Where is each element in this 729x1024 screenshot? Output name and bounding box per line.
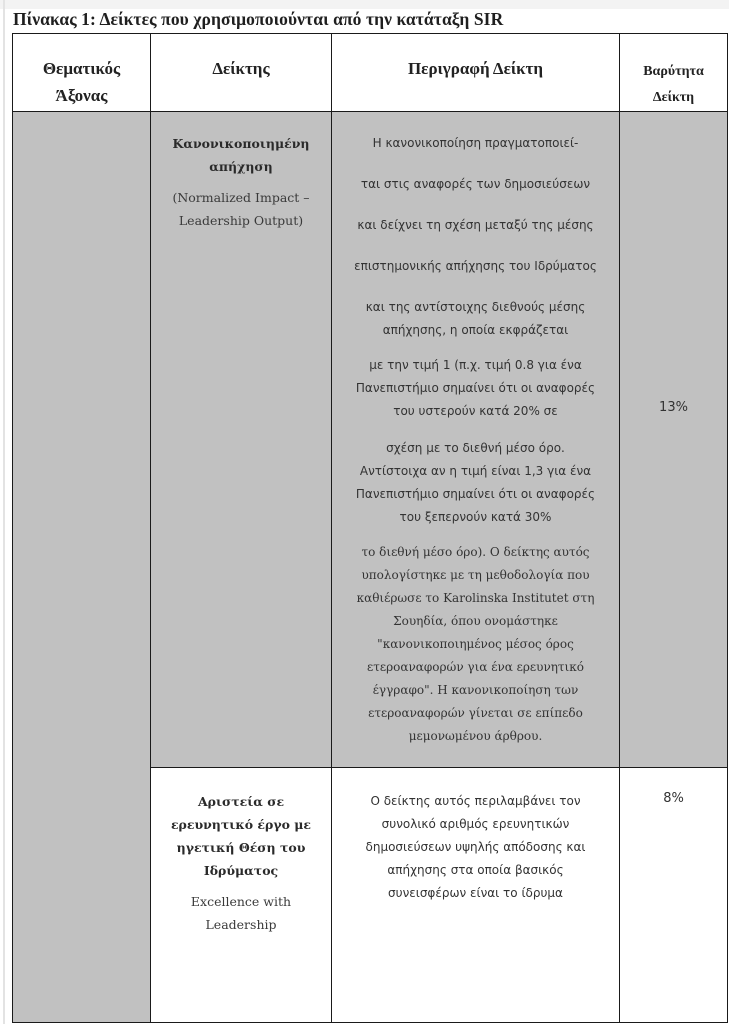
indicator-english-line: Leadership	[205, 917, 277, 932]
description-line: συνολικό αριθμός ερευνητικών	[381, 817, 570, 831]
weight-cell	[620, 112, 728, 768]
indicator-cell	[151, 768, 332, 1023]
description-cell	[332, 768, 620, 1023]
description-line: με την τιμή 1 (π.χ. τιμή 0.8 για ένα	[369, 358, 582, 372]
table-caption: Πίνακας 1: Δείκτες που χρησιμοποιούνται από την κατάταξη SIR	[13, 9, 504, 29]
header-description	[332, 34, 620, 112]
header-row	[13, 34, 728, 112]
header-indicator	[151, 34, 332, 112]
header-axis	[13, 34, 151, 112]
header-weight-line1: Βαρύτητα	[643, 64, 704, 79]
weight-value: 13%	[659, 399, 688, 415]
description-line: σχέση με το διεθνή μέσο όρο.	[386, 441, 565, 455]
description-line: του υστερούν κατά 20% σε	[393, 404, 558, 418]
description-line: Η κανονικοποίηση πραγματοποιεί-	[372, 136, 579, 150]
indicator-name-line: Κανονικοποιημένη	[172, 136, 310, 151]
description-line: ετεροαναφορών για ένα ερευνητικό	[367, 660, 584, 674]
indicator-name-line: ηγετική Θέση του	[176, 840, 306, 855]
description-line: ται στις αναφορές των δημοσιεύσεων	[360, 177, 591, 191]
indicator-english-name	[151, 890, 331, 936]
table-row	[13, 112, 728, 768]
description-line: απήχησης στα οποία βασικός	[387, 863, 564, 877]
page-top-band	[0, 0, 729, 9]
page-edge	[3, 0, 5, 1024]
description-line: και της αντίστοιχης διεθνούς μέσης	[365, 300, 586, 314]
description-line: υπολογίστηκε με τη μεθοδολογία που	[361, 568, 590, 582]
header-description-label: Περιγραφή Δείκτη	[407, 59, 544, 78]
indicator-name-line: Αριστεία σε	[197, 794, 285, 809]
weight-cell	[620, 768, 728, 1023]
indicator-english-line: (Normalized Impact –	[172, 190, 310, 205]
indicator-name-line: ερευνητικό έργο με	[170, 817, 312, 832]
indicator-cell	[151, 112, 332, 768]
description-cell	[332, 112, 620, 768]
header-weight-label	[620, 34, 727, 111]
description-line: καθιέρωσε το Karolinska Institutet στη	[356, 591, 595, 605]
description-line: Πανεπιστήμιο σημαίνει ότι οι αναφορές	[355, 381, 596, 395]
indicator-name-line: απήχηση	[209, 159, 273, 174]
description-line: ετεροαναφορών γίνεται σε επίπεδο	[368, 706, 583, 720]
description-line: το διεθνή μέσο όρο). Ο δείκτης αυτός	[361, 545, 590, 559]
header-axis-label: Θεματικός Άξονας	[42, 59, 121, 105]
header-weight	[620, 34, 728, 112]
description-line: απήχησης, η οποία εκφράζεται	[382, 323, 569, 337]
description-line: Ο δείκτης αυτός περιλαμβάνει τον	[370, 794, 581, 808]
indicator-name	[151, 132, 331, 178]
indicator-english-line: Leadership Output)	[178, 213, 304, 228]
weight-value: 8%	[663, 791, 684, 806]
header-indicator-label: Δείκτης	[212, 59, 270, 78]
header-weight-line2: Δείκτη	[652, 90, 695, 105]
indicator-english-line: Excellence with	[190, 894, 292, 909]
indicator-english-name	[151, 186, 331, 232]
indicator-name	[151, 790, 331, 882]
description-line: "κανονικοποιημένος μέσος όρος	[377, 637, 574, 651]
description-line: του ξεπερνούν κατά 30%	[399, 510, 552, 524]
description-line: Σουηδία, όπου ονομάστηκε	[393, 614, 558, 628]
indicator-name-line: Ιδρύματος	[203, 863, 279, 878]
description-line: Αντίστοιχα αν η τιμή είναι 1,3 για ένα	[359, 464, 592, 478]
description-line: Πανεπιστήμιο σημαίνει ότι οι αναφορές	[355, 487, 596, 501]
axis-cell	[13, 112, 151, 1023]
description-line: επιστημονικής απήχησης του Ιδρύματος	[354, 259, 597, 273]
description-line: έγγραφο". Η κανονικοποίηση των	[372, 683, 579, 697]
description-line: δημοσιεύσεων υψηλής απόδοσης και	[365, 840, 586, 854]
sir-indicators-table	[12, 33, 728, 1023]
description-line: και δείχνει τη σχέση μεταξύ της μέσης	[357, 218, 594, 232]
description-line: μεμονωμένου άρθρου.	[408, 729, 543, 743]
description-line: συνεισφέρων είναι το ίδρυμα	[388, 886, 563, 900]
